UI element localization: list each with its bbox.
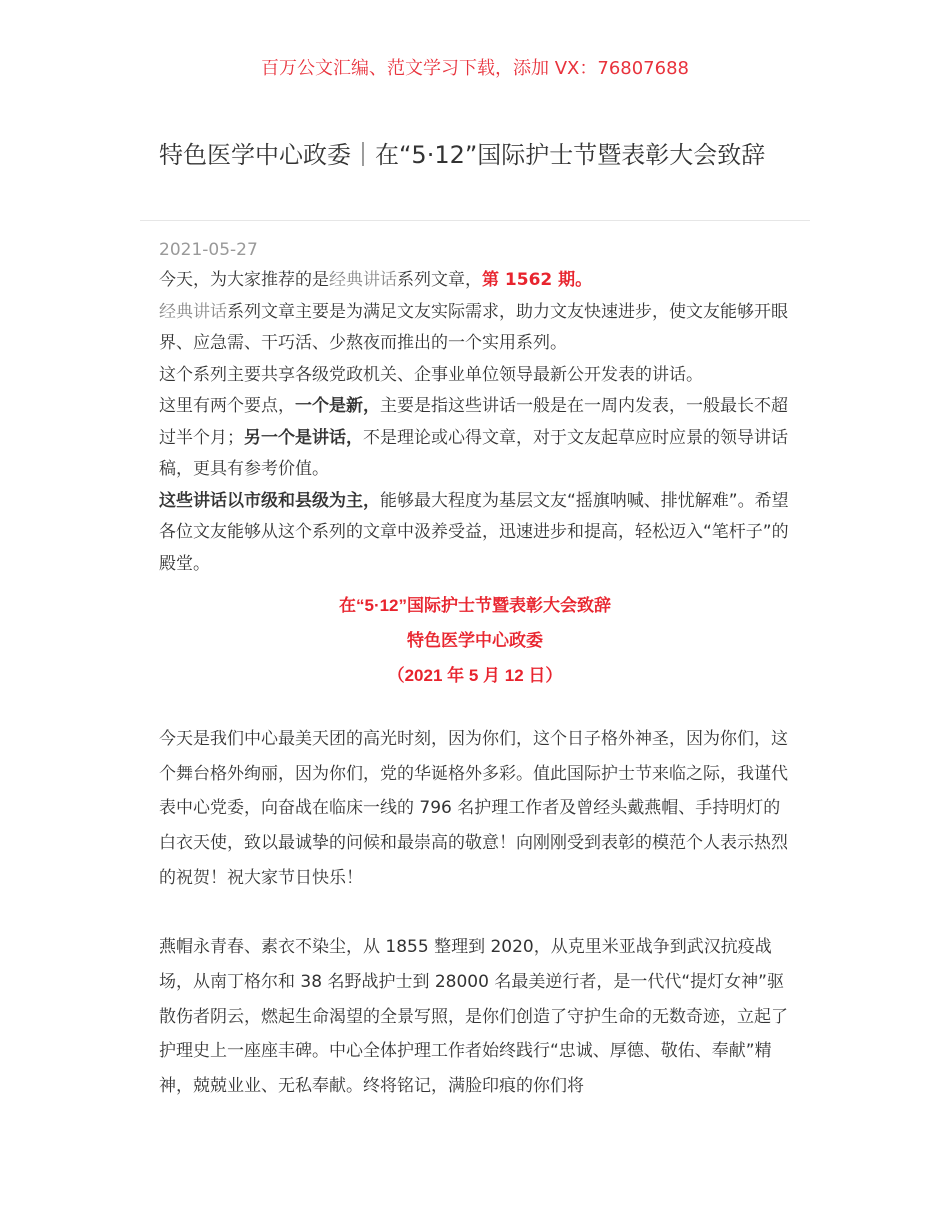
intro-paragraph-1	[159, 265, 794, 297]
intro-text: 今天，为大家推荐的是	[159, 270, 329, 290]
intro-text: 系列文章，	[397, 270, 482, 290]
series-name: 经典讲话	[159, 301, 227, 322]
promo-banner: 百万公文汇编、范文学习下载，添加 VX：76807688	[261, 58, 689, 79]
speech-header	[0, 588, 950, 693]
article-title: 特色医学中心政委｜在“5·12”国际护士节暨表彰大会致辞	[159, 141, 766, 169]
intro-paragraph-4	[159, 391, 794, 486]
issue-number: 第 1562 期。	[482, 270, 593, 290]
speech-date: （2021 年 5 月 12 日）	[387, 666, 563, 685]
speech-speaker: 特色医学中心政委	[407, 631, 543, 650]
intro-section	[159, 265, 794, 580]
series-name: 经典讲话	[329, 270, 397, 290]
title-divider	[140, 220, 810, 221]
publish-date: 2021-05-27	[159, 240, 258, 260]
speech-paragraph-2: 燕帽永青春、素衣不染尘，从 1855 整理到 2020，从克里米亚战争到武汉抗疫战场，从南丁格尔和 38 名野战护士到 28000 名最美逆行者，是一代代“提灯女神”驱散伤者阴云，燃起生命渴望的全景写照，是你们创造了守护生命的无数奇迹，立起了护理史上一座座丰碑。中心全体护理工作者始终践行“忠诚、厚德、敬佑、奉献”精神，兢兢业业、无私奉献。终将铭记，满脸印痕的你们将	[159, 937, 788, 1097]
intro-text: 系列文章主要是为满足文友实际需求，助力文友快速进步，使文友能够开眼界、应急需、干巧活、少熬夜而推出的一个实用系列。	[159, 301, 788, 353]
speech-body	[159, 722, 794, 1138]
speech-title: 在“5·12”国际护士节暨表彰大会致辞	[338, 596, 612, 615]
intro-text: 能够最大程度为基层文友“摇旗呐喊、排忧解难”。希望各位文友能够从这个系列的文章中汲养受益，迅速进步和提高，轻松迈入“笔杆子”的殿堂。	[159, 490, 789, 574]
key-point-level: 这些讲话以市级和县级为主，	[159, 490, 380, 511]
speech-paragraph-1: 今天是我们中心最美天团的高光时刻，因为你们，这个日子格外神圣，因为你们，这个舞台格外绚丽，因为你们，党的华诞格外多彩。值此国际护士节来临之际，我谨代表中心党委，向奋战在临床一线的 796 名护理工作者及曾经头戴燕帽、手持明灯的白衣天使，致以最诚挚的问候和最崇高的敬意！向刚刚受到表彰的模范个人表示热烈的祝贺！祝大家节日快乐！	[159, 729, 788, 888]
intro-paragraph-3: 这个系列主要共享各级党政机关、企事业单位领导最新公开发表的讲话。	[159, 364, 703, 385]
intro-paragraph-2	[159, 297, 794, 360]
intro-text: 这里有两个要点，	[159, 396, 295, 416]
intro-text: 不是理论或心得文章，对于文友起草应时应景的领导讲话稿，更具有参考价值。	[159, 427, 788, 479]
intro-text: 主要是指这些讲话一般是在一周内发表，一般最长不超过半个月；	[159, 396, 788, 448]
intro-paragraph-5	[159, 486, 794, 581]
key-point-speech: 另一个是讲话，	[244, 427, 363, 448]
key-point-new: 一个是新，	[295, 396, 380, 416]
